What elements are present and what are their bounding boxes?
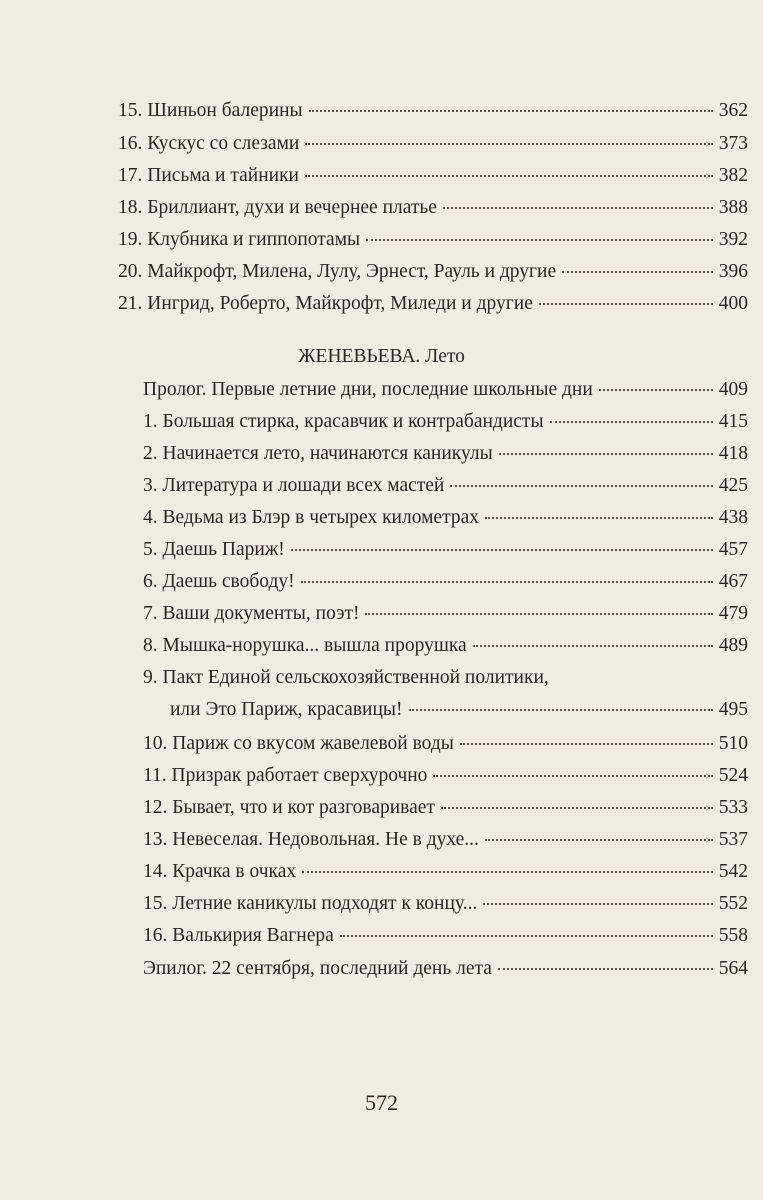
dot-leader bbox=[305, 175, 713, 177]
toc-entry bbox=[143, 634, 748, 658]
toc-entry-title: 16. Валькирия Вагнера bbox=[143, 925, 334, 946]
toc-entry-page: 373 bbox=[718, 133, 748, 154]
dot-leader bbox=[485, 839, 713, 841]
dot-leader bbox=[443, 207, 713, 209]
toc-entry-page: 362 bbox=[718, 100, 748, 121]
toc-entry-title: 20. Майкрофт, Милена, Лулу, Эрнест, Рауль и другие bbox=[118, 261, 557, 282]
toc-entry-page: 392 bbox=[718, 229, 748, 250]
toc-entry-page: 396 bbox=[718, 261, 748, 282]
toc-entry bbox=[170, 698, 748, 722]
toc-entry-title-line1: 9. Пакт Единой сельскохозяйственной политики, bbox=[143, 667, 549, 688]
dot-leader bbox=[562, 271, 713, 273]
toc-entry bbox=[118, 164, 748, 188]
toc-entry-page: 558 bbox=[718, 925, 748, 946]
toc-entry-title: 1. Большая стирка, красавчик и контрабандисты bbox=[143, 411, 544, 432]
toc-entry-title: 10. Париж со вкусом жавелевой воды bbox=[143, 733, 454, 754]
toc-entry-page: 388 bbox=[718, 197, 748, 218]
toc-entry-title: 16. Кускус со слезами bbox=[118, 133, 300, 154]
dot-leader bbox=[599, 389, 713, 391]
toc-entry bbox=[118, 228, 748, 252]
toc-entry-title: 12. Бывает, что и кот разговаривает bbox=[143, 797, 435, 818]
toc-entry bbox=[143, 764, 748, 788]
toc-entry-page: 409 bbox=[718, 379, 748, 400]
toc-entry bbox=[118, 292, 748, 316]
toc-entry-page: 495 bbox=[718, 699, 748, 720]
dot-leader bbox=[301, 581, 713, 583]
toc-entry bbox=[118, 132, 748, 156]
toc-entry-page: 400 bbox=[718, 293, 748, 314]
toc-entry-page: 438 bbox=[718, 507, 748, 528]
toc-entry bbox=[143, 860, 748, 884]
toc-entry-title: 11. Призрак работает сверхурочно bbox=[143, 765, 428, 786]
dot-leader bbox=[483, 903, 712, 905]
toc-entry bbox=[143, 378, 748, 402]
toc-entry bbox=[143, 957, 748, 981]
toc-entry-title: Пролог. Первые летние дни, последние школьные дни bbox=[143, 379, 593, 400]
toc-entry-title: 2. Начинается лето, начинаются каникулы bbox=[143, 443, 493, 464]
toc-entry bbox=[143, 602, 748, 626]
toc-entry-title: 17. Письма и тайники bbox=[118, 165, 299, 186]
toc-entry-title: 14. Крачка в очках bbox=[143, 861, 297, 882]
section-heading: ЖЕНЕВЬЕВА. Лето bbox=[298, 346, 465, 367]
toc-entry-page: 489 bbox=[718, 635, 748, 656]
dot-leader bbox=[291, 549, 713, 551]
toc-entry-page: 510 bbox=[718, 733, 748, 754]
dot-leader bbox=[539, 303, 713, 305]
toc-entry-title: 13. Невеселая. Недовольная. Не в духе... bbox=[143, 829, 479, 850]
toc-entry-page: 537 bbox=[718, 829, 748, 850]
dot-leader bbox=[550, 421, 713, 423]
dot-leader bbox=[499, 453, 713, 455]
toc-entry-title: 7. Ваши документы, поэт! bbox=[143, 603, 360, 624]
toc-entry bbox=[118, 99, 748, 123]
dot-leader bbox=[450, 485, 712, 487]
toc-entry-title: 3. Литература и лошади всех мастей bbox=[143, 475, 445, 496]
toc-entry-page: 552 bbox=[718, 893, 748, 914]
dot-leader bbox=[485, 517, 713, 519]
toc-entry bbox=[143, 732, 748, 756]
dot-leader bbox=[340, 935, 713, 937]
dot-leader bbox=[441, 807, 713, 809]
toc-entry-title: 19. Клубника и гиппопотамы bbox=[118, 229, 361, 250]
toc-entry-page: 457 bbox=[718, 539, 748, 560]
toc-entry-page: 564 bbox=[718, 958, 748, 979]
toc-entry-title: или Это Париж, красавицы! bbox=[170, 699, 403, 720]
toc-entry-page: 524 bbox=[718, 765, 748, 786]
toc-entry-title: 18. Бриллиант, духи и вечернее платье bbox=[118, 197, 437, 218]
dot-leader bbox=[498, 968, 713, 970]
toc-entry bbox=[143, 924, 748, 948]
toc-entry-page: 382 bbox=[718, 165, 748, 186]
toc-entry bbox=[143, 828, 748, 852]
toc-entry-title: 5. Даешь Париж! bbox=[143, 539, 285, 560]
toc-entry bbox=[143, 410, 748, 434]
toc-entry-title: 4. Ведьма из Блэр в четырех километрах bbox=[143, 507, 480, 528]
toc-entry-page: 418 bbox=[718, 443, 748, 464]
toc-entry-page: 425 bbox=[718, 475, 748, 496]
dot-leader bbox=[473, 645, 713, 647]
toc-entry-title: 21. Ингрид, Роберто, Майкрофт, Миледи и другие bbox=[118, 293, 533, 314]
toc-entry-title: 15. Шиньон балерины bbox=[118, 100, 303, 121]
toc-entry-page: 542 bbox=[718, 861, 748, 882]
toc-entry bbox=[118, 260, 748, 284]
toc-entry-page: 415 bbox=[718, 411, 748, 432]
toc-entry-page: 533 bbox=[718, 797, 748, 818]
toc-entry bbox=[143, 442, 748, 466]
toc-entry-page: 467 bbox=[718, 571, 748, 592]
toc-entry-page: 479 bbox=[718, 603, 748, 624]
toc-entry bbox=[143, 474, 748, 498]
toc-entry bbox=[143, 538, 748, 562]
dot-leader bbox=[302, 871, 713, 873]
toc-entry bbox=[143, 506, 748, 530]
dot-leader bbox=[365, 613, 712, 615]
toc-entry bbox=[143, 892, 748, 916]
toc-entry bbox=[143, 570, 748, 594]
dot-leader bbox=[309, 110, 713, 112]
dot-leader bbox=[305, 143, 712, 145]
dot-leader bbox=[366, 239, 713, 241]
dot-leader bbox=[433, 775, 712, 777]
dot-leader bbox=[409, 709, 713, 711]
toc-entry bbox=[118, 196, 748, 220]
toc-entry bbox=[143, 796, 748, 820]
dot-leader bbox=[460, 743, 713, 745]
toc-entry-title: Эпилог. 22 сентября, последний день лета bbox=[143, 958, 492, 979]
page-number: 572 bbox=[365, 1090, 398, 1115]
toc-entry-title: 6. Даешь свободу! bbox=[143, 571, 295, 592]
toc-entry-title: 15. Летние каникулы подходят к концу... bbox=[143, 893, 478, 914]
toc-entry-title: 8. Мышка-норушка... вышла прорушка bbox=[143, 635, 467, 656]
